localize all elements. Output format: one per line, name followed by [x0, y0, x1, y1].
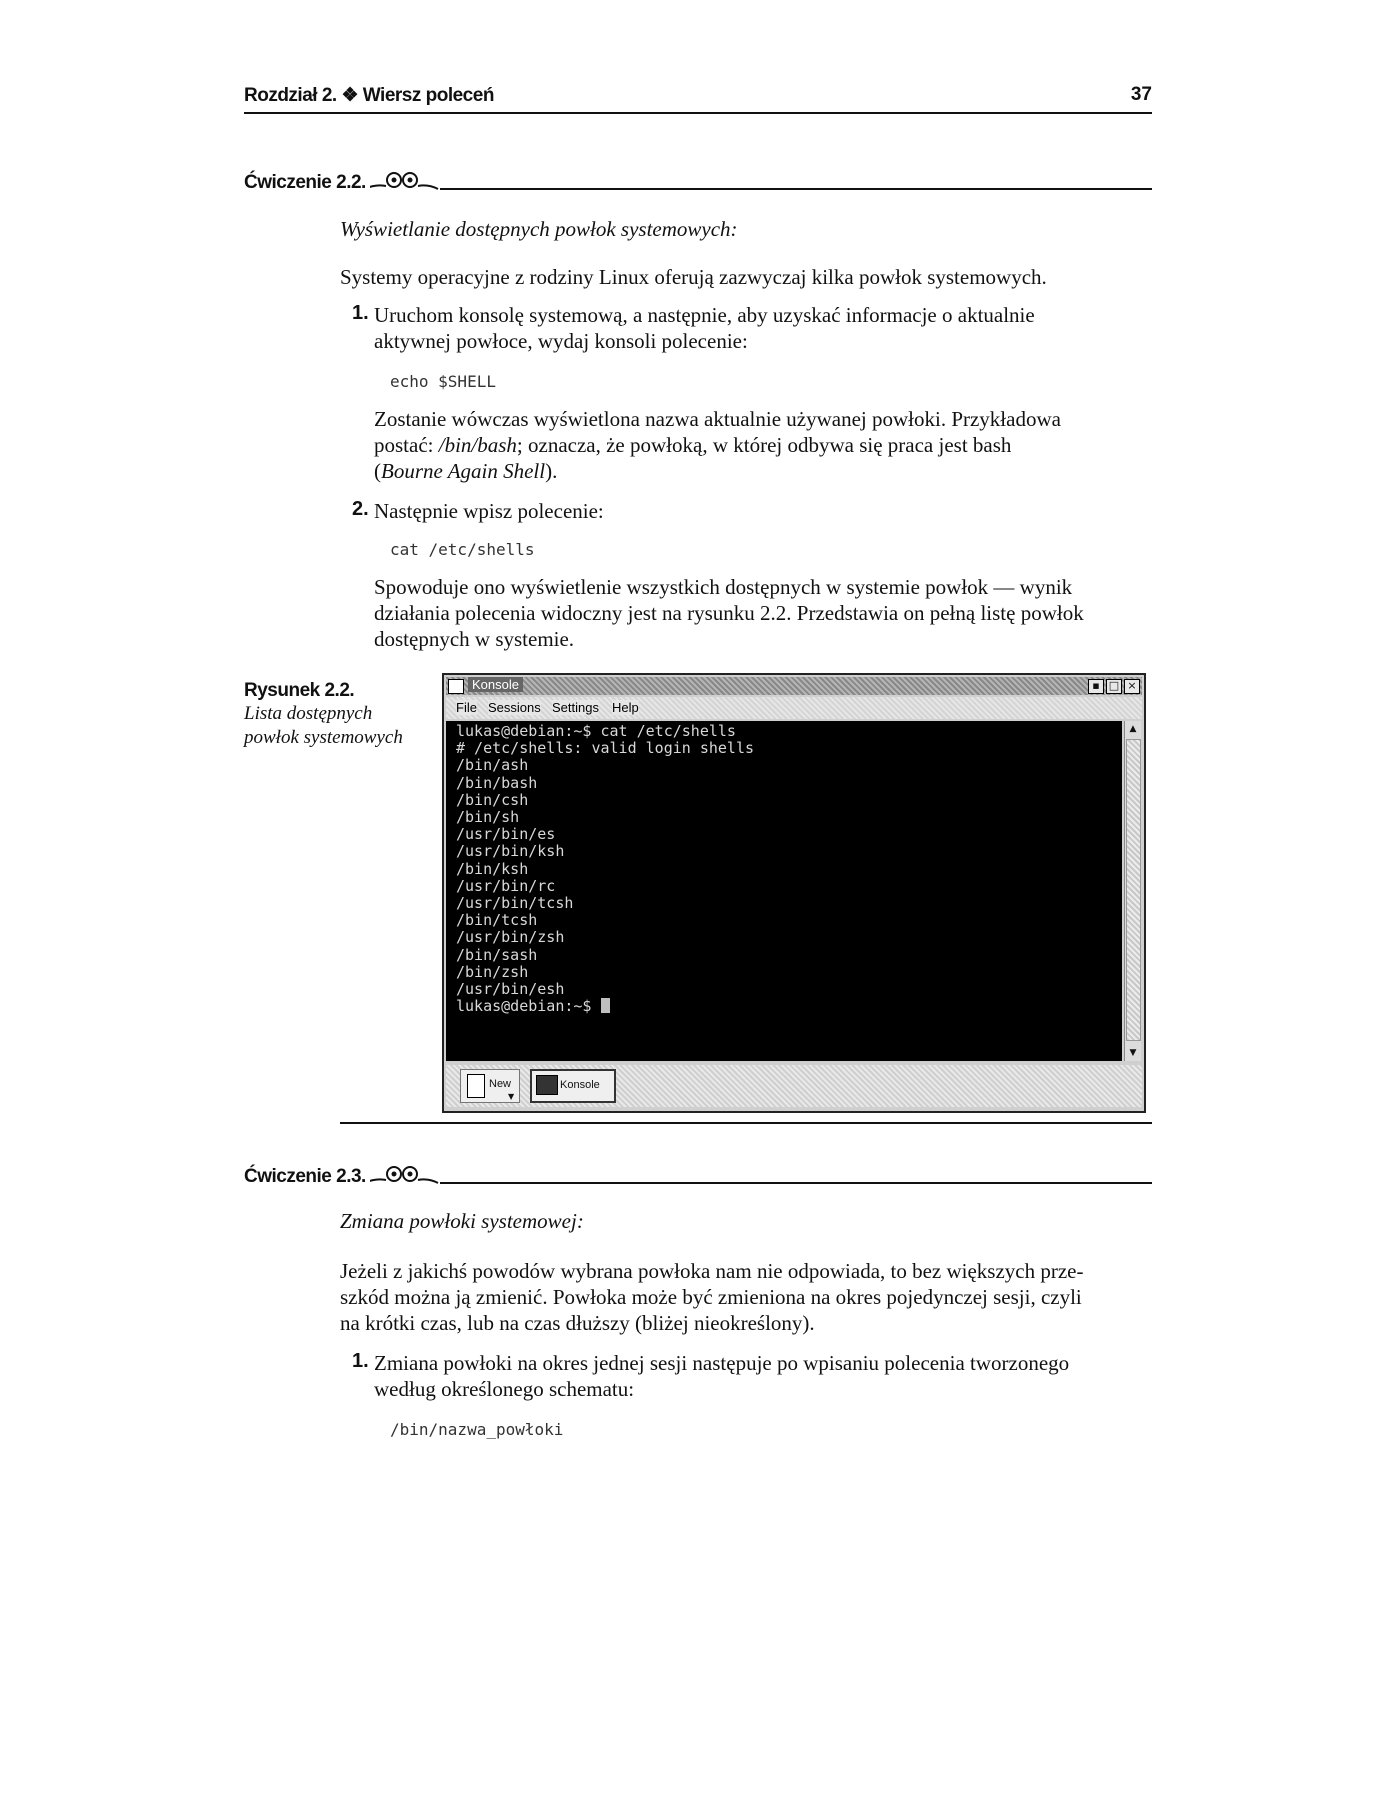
chapter-title: Rozdział 2. ❖ Wiersz poleceń [244, 85, 494, 106]
heading-rule [362, 188, 1152, 190]
cursor-icon [601, 998, 610, 1013]
new-document-icon [467, 1074, 485, 1098]
command-code: echo $SHELL [390, 372, 496, 391]
menu-help[interactable]: Help [612, 700, 639, 715]
exercise-label: Ćwiczenie 2.2. [244, 172, 370, 194]
dropdown-arrow-icon: ▼ [508, 1092, 515, 1101]
figure-separator [340, 1122, 1152, 1124]
terminal-line: /bin/tcsh [456, 911, 538, 930]
terminal-line: # /etc/shells: valid login shells [456, 739, 755, 758]
step-text-line: według określonego schematu: [374, 1377, 635, 1401]
terminal-line: /bin/bash [456, 773, 538, 792]
menu-bar [446, 697, 1142, 719]
step-number: 1. [352, 302, 369, 324]
exercise-subtitle: Wyświetlanie dostępnych powłok systemowych: [340, 217, 738, 241]
terminal-line: lukas@debian:~$ cat /etc/shells [456, 722, 736, 740]
intro-paragraph: Systemy operacyjne z rodziny Linux oferują zazwyczaj kilka powłok systemowych. [340, 265, 1047, 289]
command-code: cat /etc/shells [390, 540, 535, 559]
menu-settings[interactable]: Settings [552, 700, 599, 715]
step-explanation-line: działania polecenia widoczny jest na rysunku 2.2. Przedstawia on pełną listę powłok [374, 601, 1084, 625]
figure-description-line: Lista dostępnych [244, 703, 373, 724]
terminal-line: /usr/bin/rc [456, 876, 556, 895]
heading-rule [362, 1182, 1152, 1184]
figure-label: Rysunek 2.2. [244, 680, 355, 701]
shell-path: /bin/bash [438, 433, 517, 457]
maximize-icon[interactable]: □ [1106, 679, 1122, 694]
terminal-output [456, 723, 754, 1015]
step-text-line: Zmiana powłoki na okres jednej sesji następuje po wpisaniu polecenia tworzonego [374, 1351, 1070, 1375]
running-header [244, 82, 1152, 114]
scroll-up-icon[interactable]: ▲ [1129, 724, 1137, 734]
new-session-label: New [489, 1078, 512, 1090]
paragraph-line: na krótki czas, lub na czas dłuższy (bliżej nieokreślony). [340, 1311, 815, 1335]
scrollbar-thumb[interactable] [1126, 739, 1141, 1041]
window-titlebar [446, 677, 1142, 695]
exercise-subtitle: Zmiana powłoki systemowej: [340, 1209, 584, 1233]
terminal-line: /bin/sh [456, 808, 520, 827]
command-code: /bin/nazwa_powłoki [390, 1420, 564, 1439]
step-text-line: Następnie wpisz polecenie: [374, 499, 604, 523]
menu-file[interactable]: File [456, 700, 477, 715]
terminal-line: /bin/csh [456, 790, 529, 809]
step-explanation-line: Spowoduje ono wyświetlenie wszystkich dostępnych w systemie powłok — wynik [374, 575, 1073, 599]
terminal-line: /bin/zsh [456, 962, 529, 981]
terminal-line: /usr/bin/es [456, 825, 556, 844]
session-tab-bar [446, 1065, 1142, 1107]
step-explanation-line: (Bourne Again Shell). [374, 459, 558, 483]
exercise-heading-2-3 [244, 1160, 1152, 1190]
terminal-line: /usr/bin/ksh [456, 842, 565, 861]
step-number: 2. [352, 498, 369, 520]
step-explanation-line: postać: /bin/bash; oznacza, że powłoką, w której odbywa się praca jest bash [374, 433, 1012, 457]
paragraph-line: Jeżeli z jakichś powodów wybrana powłoka nam nie odpowiada, to bez większych prze- [340, 1259, 1084, 1283]
paragraph-line: szkód można ją zmienić. Powłoka może być zmieniona na okres pojedynczej sesji, czyli [340, 1285, 1082, 1309]
step-text-line: aktywnej powłoce, wydaj konsoli polecenie: [374, 329, 748, 353]
window-title: Konsole [468, 677, 523, 692]
window-menu-icon[interactable] [448, 679, 464, 694]
terminal-line: /bin/sash [456, 945, 538, 964]
page-number: 37 [1130, 84, 1152, 105]
ornament-icon [362, 166, 440, 192]
step-explanation-line: Zostanie wówczas wyświetlona nazwa aktualnie używanej powłoki. Przykładowa [374, 407, 1061, 431]
figure-caption [244, 680, 424, 750]
step-text-line: Uruchom konsolę systemową, a następnie, aby uzyskać informacje o aktualnie [374, 303, 1035, 327]
step-number: 1. [352, 1350, 369, 1372]
menu-sessions[interactable]: Sessions [488, 700, 541, 715]
terminal-line: /bin/ksh [456, 859, 529, 878]
new-session-button[interactable] [460, 1069, 520, 1103]
step-explanation-line: dostępnych w systemie. [374, 627, 575, 651]
terminal-line: /usr/bin/zsh [456, 928, 565, 947]
exercise-label: Ćwiczenie 2.3. [244, 1166, 370, 1188]
ornament-icon [362, 1160, 440, 1186]
terminal-icon [536, 1075, 558, 1095]
konsole-window [442, 673, 1146, 1113]
terminal-scrollbar[interactable] [1124, 721, 1141, 1061]
shell-name: Bourne Again Shell [381, 459, 546, 483]
terminal-line: /usr/bin/tcsh [456, 894, 574, 913]
session-tab-konsole[interactable] [530, 1069, 616, 1103]
terminal-prompt: lukas@debian:~$ [456, 997, 601, 1016]
session-tab-label: Konsole [560, 1079, 600, 1091]
scroll-down-icon[interactable]: ▼ [1129, 1048, 1137, 1058]
terminal-area[interactable] [446, 721, 1122, 1061]
terminal-line: /bin/ash [456, 756, 529, 775]
figure-description-line: powłok systemowych [244, 727, 403, 748]
terminal-prompt-line [456, 998, 754, 1015]
terminal-line: /usr/bin/esh [456, 980, 565, 999]
close-icon[interactable]: × [1124, 679, 1140, 694]
minimize-icon[interactable]: ▪ [1088, 679, 1104, 694]
exercise-heading-2-2 [244, 166, 1152, 196]
